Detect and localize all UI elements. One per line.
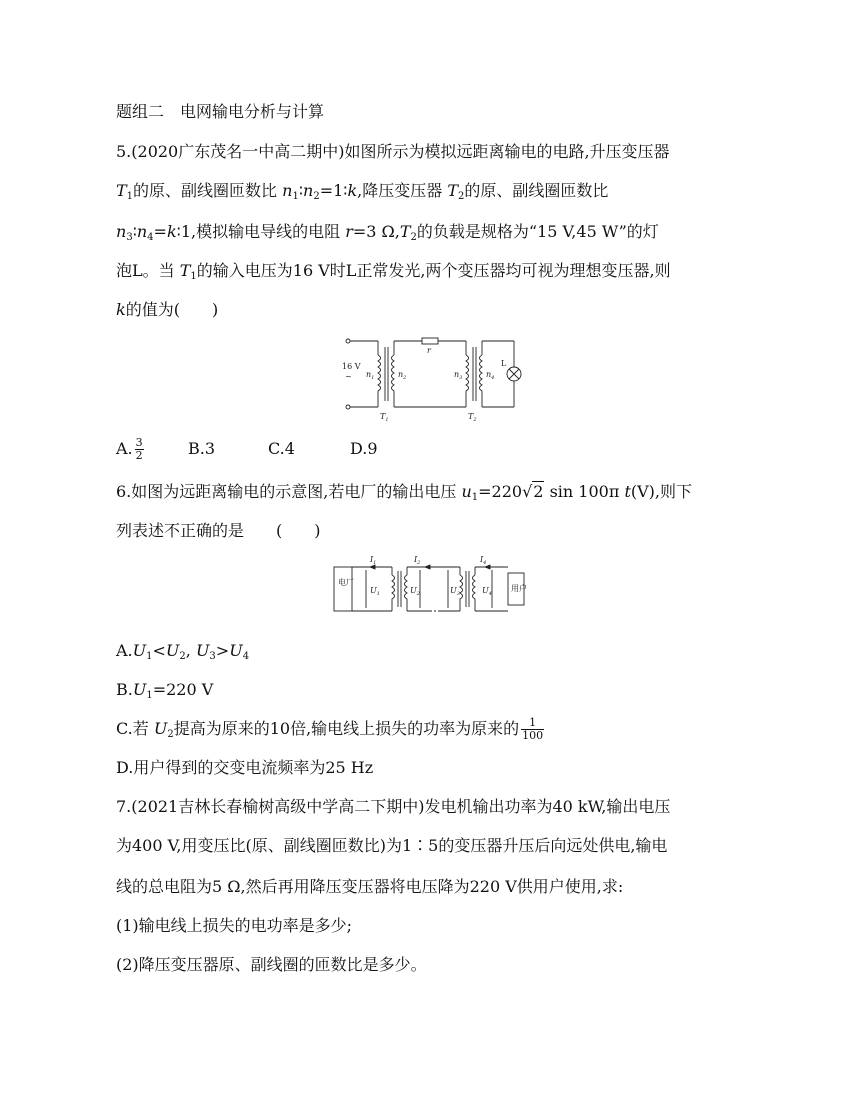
t1-label: $T_1$ (380, 412, 389, 423)
q6-option-c: C.若 $U_2$提高为原来的10倍,输电线上损失的功率为原来的 $\frac{1}{100}$ (116, 716, 544, 742)
t2-label: $T_2$ (468, 412, 477, 423)
section-title: 题组二 电网输电分析与计算 (116, 102, 325, 121)
q7-line-2: 为400 V,用变压比(原、副线圈匝数比)为1∶5的变压器升压后向远处供电,输电 (116, 836, 668, 855)
transformer-circuit-diagram (338, 333, 528, 425)
u1-label: $U_1$ (370, 586, 380, 597)
i1-label: $I_1$ (370, 555, 377, 566)
u4-label: $U_4$ (482, 586, 492, 597)
n4-label: $n_4$ (486, 370, 495, 381)
i2-label: $I_2$ (414, 555, 421, 566)
power-plant-label: 电厂 (338, 578, 354, 587)
q7-line-4: (1)输电线上损失的电功率是多少; (116, 916, 353, 935)
input-voltage-label: 16 V (342, 362, 361, 371)
q7-line-1: 7.(2021吉林长春榆树高级中学高二下期中)发电机输出功率为40 kW,输出电压 (116, 797, 671, 816)
q5-option-a: A. $\frac{3}{2}$ (116, 436, 143, 462)
q5-line-2: $T_1$的原、副线圈匝数比 $n_1∶n_2=1∶k$,降压变压器 $T_2$的原、副线圈匝数比 (116, 181, 609, 202)
i4-label: $I_4$ (480, 555, 487, 566)
lamp-label: L (501, 359, 507, 368)
q7-line-5: (2)降压变压器原、副线圈的匝数比是多少。 (116, 955, 427, 974)
u2-label: $U_2$ (410, 586, 420, 597)
u3-label: $U_3$ (450, 586, 460, 597)
q5-option-b: B.3 (188, 439, 216, 458)
q5-line-4: 泡L。当 $T_1$的输入电压为16 V时L正常发光,两个变压器均可视为理想变压器,则 (116, 261, 671, 282)
n2-label: $n_2$ (398, 370, 407, 381)
n3-label: $n_3$ (454, 370, 463, 381)
q5-options (116, 437, 378, 462)
q5-option-c: C.4 (268, 439, 295, 458)
n1-label: $n_1$ (366, 370, 375, 381)
q7-line-3: 线的总电阻为5 Ω,然后再用降压变压器将电压降为220 V供用户使用,求: (116, 877, 624, 896)
q6-option-a: $A.U_1<U_2$, $U_3>U_4$ (116, 641, 250, 662)
q6-option-b: $B.U_1=220$ V (116, 680, 214, 701)
user-label: 用户 (511, 584, 527, 593)
q5-line-5: k的值为( ) (116, 300, 219, 319)
q5-line-1: 5.(2020广东茂名一中高二期中)如图所示为模拟远距离输电的电路,升压变压器 (116, 142, 670, 161)
q6-option-d: D.用户得到的交变电流频率为25 Hz (116, 758, 374, 777)
resistor-label: r (427, 346, 431, 355)
q5-line-3: $n_3∶n_4=k∶1$,模拟输电导线的电阻 r=3 $\Omega,T_2$的负载是规格为“15 V,45 W”的灯 (116, 222, 659, 243)
q6-line-2: 列表述不正确的是 ( ) (116, 521, 321, 540)
q6-line-1: 6.如图为远距离输电的示意图,若电厂的输出电压 $u_1=220√2$ sin 100π t(V),则下 (116, 482, 693, 503)
ac-symbol: ~ (345, 372, 352, 381)
q5-option-d: D.9 (350, 439, 378, 458)
transmission-diagram (330, 553, 528, 619)
